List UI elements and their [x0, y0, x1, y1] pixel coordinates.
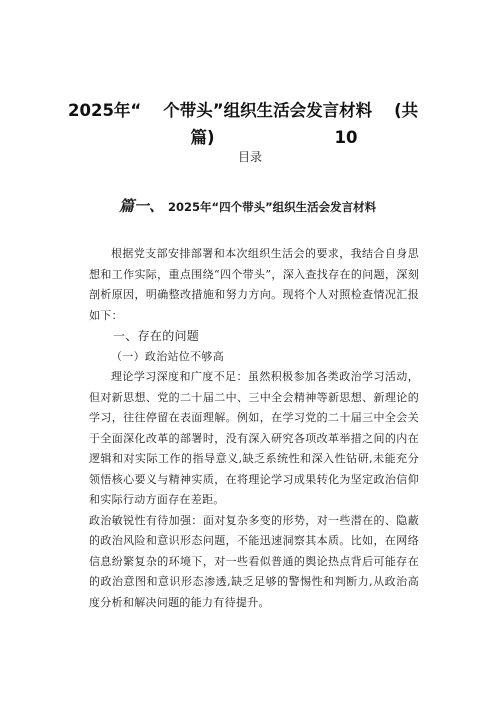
toc-label: 目录 [237, 150, 262, 164]
section-prefix: 篇一、 [119, 197, 165, 215]
title-part: 篇) [190, 128, 215, 147]
heading-level-1: 一、存在的问题 [113, 329, 200, 343]
body-paragraph: 政治敏锐性有待加强：面对复杂多变的形势，对一些潜在的、隐蔽的政治风险和意识形态问题，不能迅速洞察其本质。比如，在网络信息纷繁复杂的环境下，对一些看似普通的舆论热点背后可能存在的政治意图和意识形态渗透,缺乏足够的警惕性和判断力,从政治高度分析和解决问题的能力有待提升。 [89, 513, 419, 609]
heading-level-2: （一）政治站位不够高 [111, 349, 224, 363]
title-line-1 [68, 97, 440, 124]
document-body [89, 244, 419, 613]
title-part: 2025年“ [68, 101, 142, 120]
section-title: 2025年“四个带头”组织生活会发言材料 [168, 200, 377, 214]
title-line-2 [68, 124, 440, 151]
title-part: 个带头”组织生活会发言材料 [163, 101, 373, 120]
section-heading [119, 195, 376, 216]
title-part: (共 [394, 101, 419, 120]
intro-paragraph: 根据党支部安排部署和本次组织生活会的要求，我结合自身思想和工作实际，重点围绕“四个带头”，深入查找存在的问题，深刻剖析原因，明确整改措施和努力方向。现将个人对照检查情况汇报如下： [89, 247, 419, 322]
body-paragraph: 理论学习深度和广度不足：虽然积极参加各类政治学习活动，但对新思想、党的二十届二中、三中全会精神等新思想、新理论的学习，往往停留在表面理解。例如，在学习党的二十届三中全会关于全面深化改革的部署时，没有深入研究各项改革举措之间的内在逻辑和对实际工作的指导意义,缺乏系统性和深入性钻研,未能充分领悟核心要义与精神实质，在将理论学习成果转化为坚定政治信仰和实际行动方面存在差距。 [89, 370, 419, 506]
document-title [68, 97, 440, 151]
title-count: 10 [334, 128, 358, 147]
